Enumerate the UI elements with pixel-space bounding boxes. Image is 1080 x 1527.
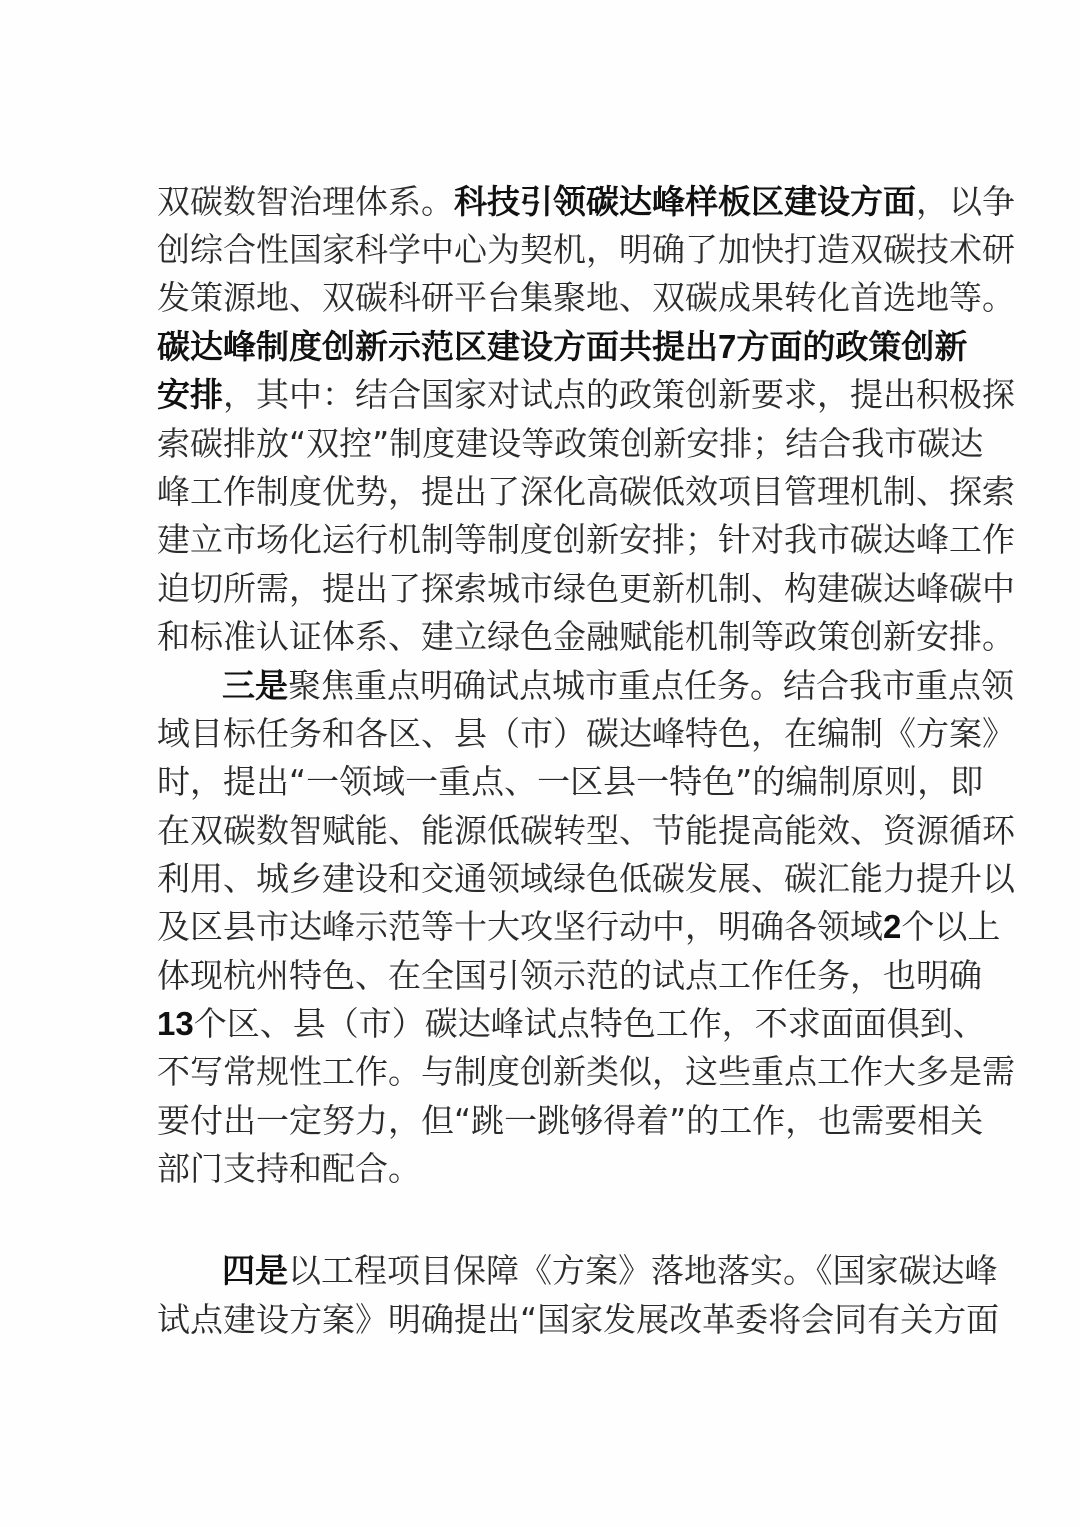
text-segment: 体现杭州特色、在全国引领示范的试点工作任务，也明确 — [157, 956, 982, 995]
text-line — [157, 276, 1015, 320]
text-line — [157, 809, 1015, 853]
text-line — [157, 1050, 1015, 1094]
text-segment: 发策源地、双碳科研平台集聚地、双碳成果转化首选地等。 — [157, 278, 1015, 317]
text-segment: 及区县市达峰示范等十大攻坚行动中，明确各领域 — [157, 907, 883, 946]
text-segment: 要付出一定努力，但“跳一跳够得着”的工作，也需要相关 — [157, 1101, 984, 1140]
text-line — [157, 615, 1015, 659]
text-segment: 个以上 — [901, 907, 1001, 946]
text-line — [157, 1099, 984, 1143]
text-segment: 利用、城乡建设和交通领域绿色低碳发展、碳汇能力提升以 — [157, 859, 1015, 898]
text-segment: 试点建设方案》明确提出“国家发展改革委将会同有关方面 — [157, 1300, 1000, 1339]
text-line — [222, 664, 1014, 708]
text-line — [157, 857, 1015, 901]
bold-number: 13 — [157, 1005, 194, 1042]
text-segment: ，以争 — [916, 182, 1015, 221]
text-segment: 不写常规性工作。与制度创新类似，这些重点工作大多是需 — [157, 1052, 1015, 1091]
text-segment: 以工程项目保障《方案》落地落实。《国家碳达峰 — [288, 1251, 998, 1290]
bold-lead-segment: 三是 — [222, 666, 288, 705]
text-segment: 域目标任务和各区、县（市）碳达峰特色，在编制《方案》 — [157, 714, 1015, 753]
text-segment: 部门支持和配合。 — [157, 1149, 421, 1188]
bold-heading-segment: 碳达峰制度创新示范区建设方面共提出 — [157, 327, 718, 366]
text-segment: 时，提出“一领域一重点、一区县一特色”的编制原则，即 — [157, 762, 984, 801]
text-line — [157, 1002, 986, 1046]
text-line — [157, 954, 982, 998]
bold-lead-segment: 四是 — [222, 1251, 288, 1290]
bold-number: 2 — [883, 908, 902, 945]
text-line — [157, 567, 1015, 611]
bold-number: 7 — [718, 328, 737, 365]
text-segment: 创综合性国家科学中心为契机，明确了加快打造双碳技术研 — [157, 230, 1015, 269]
text-line — [157, 518, 1015, 562]
text-line — [157, 422, 984, 466]
text-line — [157, 228, 1015, 272]
text-line — [157, 325, 968, 369]
text-segment: 在双碳数智赋能、能源低碳转型、节能提高能效、资源循环 — [157, 811, 1015, 850]
text-segment: 个区、县（市）碳达峰试点特色工作，不求面面俱到、 — [193, 1004, 986, 1043]
text-segment: 建立市场化运行机制等制度创新安排；针对我市碳达峰工作 — [157, 520, 1015, 559]
text-segment: 峰工作制度优势，提出了深化高碳低效项目管理机制、探索 — [157, 472, 1015, 511]
text-line — [157, 905, 1001, 949]
text-segment: ，其中：结合国家对试点的政策创新要求，提出积极探 — [223, 375, 1015, 414]
text-segment: 索碳排放“双控”制度建设等政策创新安排；结合我市碳达 — [157, 424, 984, 463]
bold-heading-segment: 安排 — [157, 375, 223, 414]
text-line — [157, 470, 1015, 514]
text-line — [157, 712, 1015, 756]
text-line — [222, 1249, 998, 1293]
text-line — [157, 1147, 923, 1191]
bold-heading-segment: 方面的政策创新 — [736, 327, 968, 366]
text-line — [157, 180, 1015, 224]
bold-heading-segment: 科技引领碳达峰样板区建设方面 — [454, 182, 916, 221]
text-line — [157, 373, 1015, 417]
text-segment: 双碳数智治理体系。 — [157, 182, 454, 221]
text-line — [157, 1298, 1000, 1342]
text-line — [157, 760, 984, 804]
text-segment: 迫切所需，提出了探索城市绿色更新机制、构建碳达峰碳中 — [157, 569, 1015, 608]
text-segment: 和标准认证体系、建立绿色金融赋能机制等政策创新安排。 — [157, 617, 1015, 656]
text-segment: 聚焦重点明确试点城市重点任务。结合我市重点领 — [288, 666, 1014, 705]
